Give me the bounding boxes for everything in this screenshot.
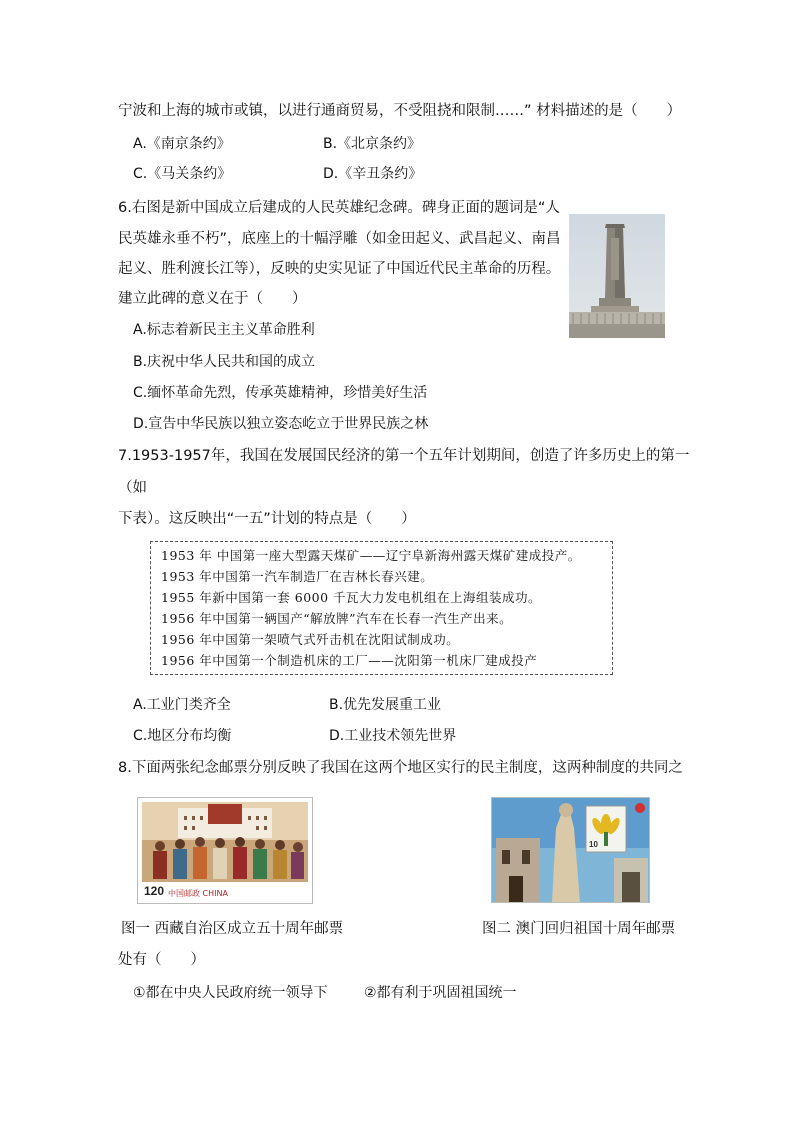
q8-statement-2: ②都有利于巩固祖国统一 <box>364 985 517 1001</box>
macau-stamp-image <box>491 797 650 903</box>
q5-stem-tail: 宁波和上海的城市或镇，以进行通商贸易，不受阻挠和限制……” 材料描述的是（ ） <box>118 103 682 119</box>
q7-stem-line-3: 下表）。这反映出“一五”计划的特点是（ ） <box>118 511 416 527</box>
q7-achievement-table <box>150 541 613 675</box>
table-row: 1953 年 中国第一座大型露天煤矿——辽宁阜新海州露天煤矿建成投产。 <box>161 548 581 563</box>
table-row: 1953 年中国第一汽车制造厂在吉林长春兴建。 <box>161 569 434 584</box>
q7-option-a[interactable]: A.工业门类齐全 <box>133 697 231 713</box>
q6-stem-line-4: 建立此碑的意义在于（ ） <box>118 291 307 307</box>
q7-option-b[interactable]: B.优先发展重工业 <box>329 697 442 713</box>
q5-option-d[interactable]: D.《辛丑条约》 <box>323 166 423 182</box>
stamp2-caption: 图二 澳门回归祖国十周年邮票 <box>482 921 676 937</box>
q7-option-d[interactable]: D.工业技术领先世界 <box>329 728 457 744</box>
q6-stem-line-3: 起义、胜利渡长江等），反映的史实见证了中国近代民主革命的历程。 <box>118 261 561 277</box>
table-row: 1956 年中国第一架喷气式歼击机在沈阳试制成功。 <box>161 632 460 647</box>
q8-statement-1: ①都在中央人民政府统一领导下 <box>133 985 328 1001</box>
q5-option-b[interactable]: B.《北京条约》 <box>323 136 422 152</box>
q5-option-a[interactable]: A.《南京条约》 <box>133 136 231 152</box>
q6-stem-line-2: 民英雄永垂不朽”，底座上的十幅浮雕（如金田起义、武昌起义、南昌 <box>118 231 561 247</box>
stamp1-brand: 中国邮政 CHINA <box>168 889 228 898</box>
stamp2-brand <box>532 806 533 807</box>
q6-stem-line-1: 6.右图是新中国成立后建成的人民英雄纪念碑。碑身正面的题词是“人 <box>118 200 560 216</box>
stamp1-value: 120 <box>144 884 165 898</box>
monument-photo <box>569 214 665 338</box>
stamp2-value: 10 <box>589 840 598 849</box>
q8-stem-line-2: 处有（ ） <box>118 952 205 968</box>
q6-option-d[interactable]: D.宣告中华民族以独立姿态屹立于世界民族之林 <box>133 416 429 432</box>
stamp1-caption: 图一 西藏自治区成立五十周年邮票 <box>121 921 344 937</box>
table-row: 1955 年新中国第一套 6000 千瓦大力发电机组在上海组装成功。 <box>161 590 542 605</box>
q7-stem-line-1: 7.1953-1957年，我国在发展国民经济的第一个五年计划期间，创造了许多历史上的第一 <box>118 448 690 464</box>
q6-option-b[interactable]: B.庆祝中华人民共和国的成立 <box>133 354 316 370</box>
table-row: 1956 年中国第一辆国产“解放牌”汽车在长春一汽生产出来。 <box>161 611 513 626</box>
tibet-stamp-image <box>137 797 313 904</box>
q8-stem-line-1: 8.下面两张纪念邮票分别反映了我国在这两个地区实行的民主制度，这两种制度的共同之 <box>118 760 683 776</box>
table-row: 1956 年中国第一个制造机床的工厂——沈阳第一机床厂建成投产 <box>161 653 538 668</box>
q6-option-c[interactable]: C.缅怀革命先烈，传承英雄精神，珍惜美好生活 <box>133 385 428 401</box>
q7-stem-line-2: （如 <box>118 480 147 496</box>
q5-option-c[interactable]: C.《马关条约》 <box>133 166 232 182</box>
q7-option-c[interactable]: C.地区分布均衡 <box>133 728 232 744</box>
q6-option-a[interactable]: A.标志着新民主主义革命胜利 <box>133 322 315 338</box>
